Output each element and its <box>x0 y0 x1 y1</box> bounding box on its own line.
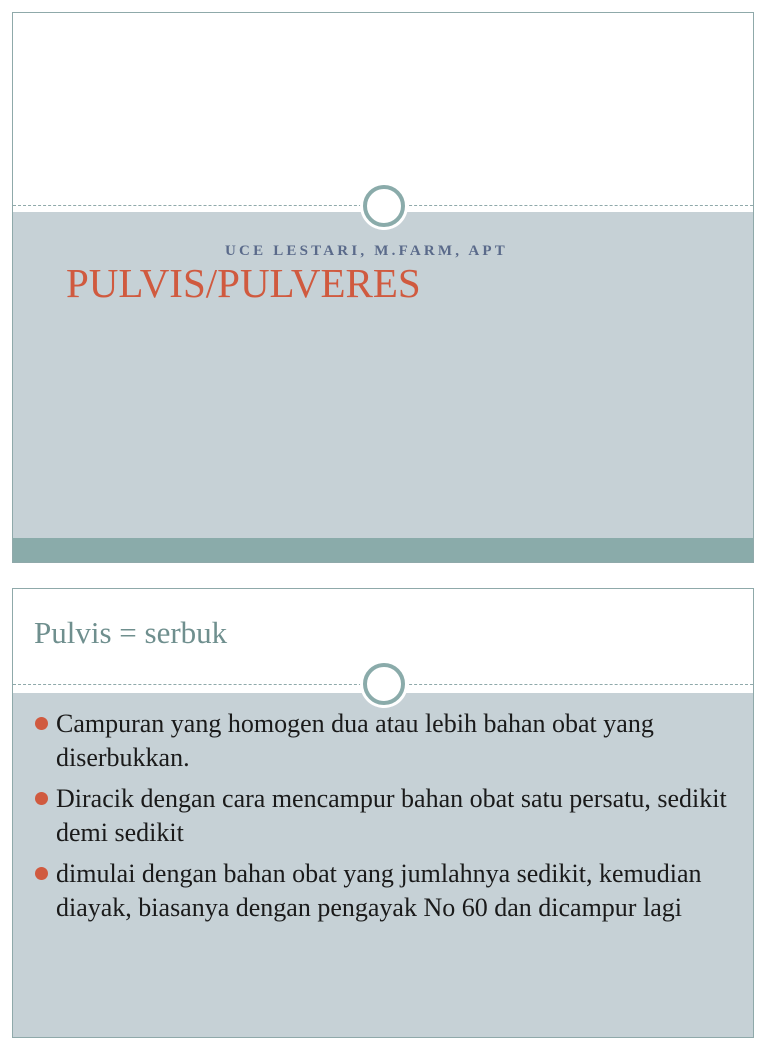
bullet-item <box>33 782 731 850</box>
footer-bar <box>13 538 753 563</box>
slide-heading: Pulvis = serbuk <box>34 615 228 650</box>
ring-ornament-icon <box>363 185 405 227</box>
bullet-list <box>33 707 731 932</box>
bullet-dot-icon <box>35 792 48 805</box>
bullet-item <box>33 857 731 925</box>
slide-title: PULVIS/PULVERES <box>66 260 421 306</box>
author-subtitle: UCE LESTARI, M.FARM, APT <box>225 243 508 259</box>
bullet-dot-icon <box>35 717 48 730</box>
bullet-dot-icon <box>35 867 48 880</box>
title-slide <box>12 12 754 563</box>
bullet-text: Diracik dengan cara mencampur bahan obat satu persatu, sedikit demi sedikit <box>56 784 727 847</box>
ring-ornament-icon <box>363 663 405 705</box>
bullet-text: Campuran yang homogen dua atau lebih bahan obat yang diserbukkan. <box>56 709 654 772</box>
bullet-text: dimulai dengan bahan obat yang jumlahnya sedikit, kemudian diayak, biasanya dengan pengayak No 60 dan dicampur lagi <box>56 859 702 922</box>
content-slide <box>12 588 754 1038</box>
bullet-item <box>33 707 731 775</box>
